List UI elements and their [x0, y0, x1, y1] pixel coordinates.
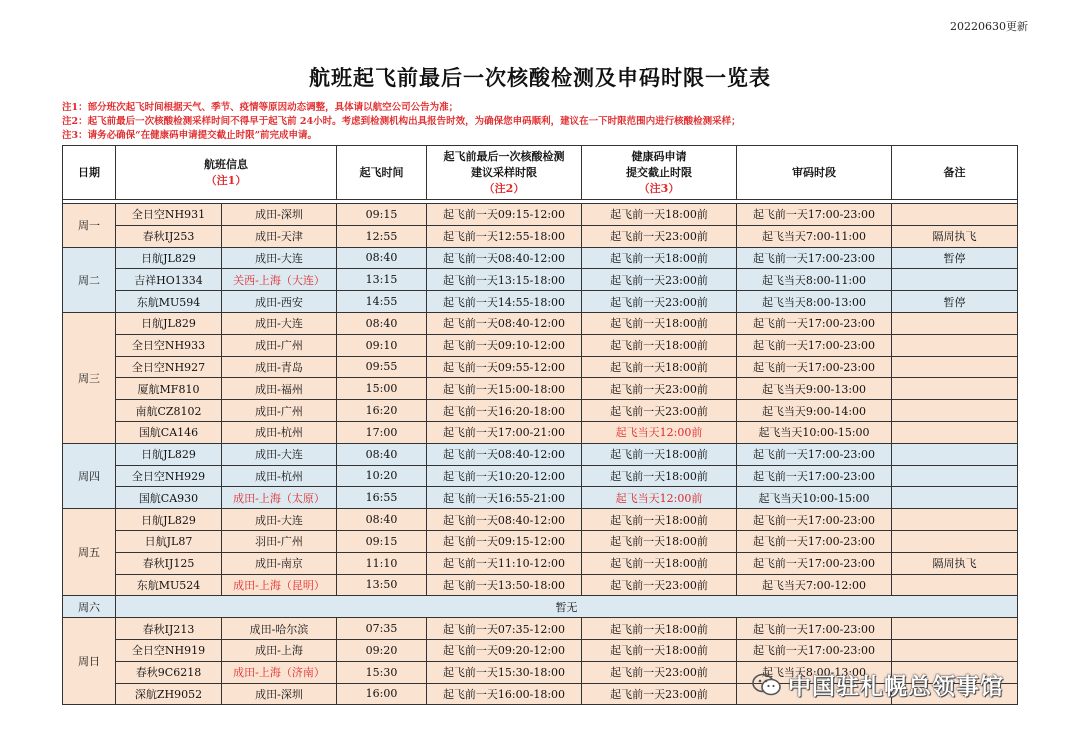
code-deadline-cell: 起飞前一天18:00前: [582, 443, 737, 465]
test-window-cell: 起飞前一天07:35-12:00: [427, 618, 582, 640]
review-period-cell: 起飞前一天17:00-23:00: [737, 639, 892, 661]
test-window-cell: 起飞前一天09:55-12:00: [427, 356, 582, 378]
day-cell: 周日: [63, 618, 116, 705]
review-period-cell: 起飞前一天17:00-23:00: [737, 204, 892, 226]
departure-cell: 09:55: [337, 356, 427, 378]
remark-cell: [892, 356, 1018, 378]
route-cell: 成田-大连: [222, 443, 337, 465]
table-row: [63, 443, 1018, 465]
review-period-cell: 起飞前一天17:00-23:00: [737, 334, 892, 356]
test-window-cell: 起飞前一天16:20-18:00: [427, 400, 582, 422]
header-departure: 起飞时间: [337, 146, 427, 200]
watermark-text: 中国驻札幌总领事馆: [788, 674, 1004, 700]
route-cell: 成田-广州: [222, 400, 337, 422]
test-window-cell: 起飞前一天13:15-18:00: [427, 269, 582, 291]
code-deadline-cell: 起飞前一天23:00前: [582, 661, 737, 683]
remark-cell: [892, 400, 1018, 422]
test-window-cell: 起飞前一天12:55-18:00: [427, 225, 582, 247]
review-period-cell: 起飞当天8:00-13:00: [737, 291, 892, 313]
code-deadline-cell: 起飞前一天18:00前: [582, 334, 737, 356]
route-cell: 成田-福州: [222, 378, 337, 400]
code-deadline-cell: 起飞当天12:00前: [582, 421, 737, 443]
route-cell: 成田-上海（太原）: [222, 487, 337, 509]
test-window-cell: 起飞前一天15:30-18:00: [427, 661, 582, 683]
flight-cell: 日航JL829: [116, 509, 222, 531]
remark-cell: 暂停: [892, 291, 1018, 313]
route-cell: 成田-深圳: [222, 683, 337, 705]
review-period-cell: 起飞前一天17:00-23:00: [737, 465, 892, 487]
route-cell: 成田-天津: [222, 225, 337, 247]
day-cell: 周六: [63, 596, 116, 618]
remark-cell: [892, 443, 1018, 465]
day-cell: 周二: [63, 247, 116, 312]
table-row: [63, 312, 1018, 334]
route-cell: 成田-杭州: [222, 421, 337, 443]
code-deadline-cell: 起飞前一天18:00前: [582, 247, 737, 269]
none-cell: 暂无: [116, 596, 1018, 618]
departure-cell: 08:40: [337, 509, 427, 531]
review-period-cell: 起飞前一天17:00-23:00: [737, 247, 892, 269]
watermark: [752, 668, 1004, 704]
route-cell: 成田-大连: [222, 247, 337, 269]
code-deadline-cell: 起飞前一天23:00前: [582, 400, 737, 422]
review-period-cell: 起飞当天9:00-13:00: [737, 378, 892, 400]
test-window-cell: 起飞前一天09:15-12:00: [427, 204, 582, 226]
remark-cell: [892, 334, 1018, 356]
wechat-icon: [752, 672, 782, 704]
test-window-cell: 起飞前一天10:20-12:00: [427, 465, 582, 487]
review-period-cell: 起飞前一天17:00-23:00: [737, 312, 892, 334]
header-test-line2: 建议采样时限: [471, 165, 537, 179]
code-deadline-cell: 起飞前一天23:00前: [582, 269, 737, 291]
header-flight-note: （注1）: [205, 173, 247, 187]
flight-cell: 全日空NH927: [116, 356, 222, 378]
route-cell: 成田-上海（昆明）: [222, 574, 337, 596]
departure-cell: 08:40: [337, 247, 427, 269]
route-cell: 关西-上海（大连）: [222, 269, 337, 291]
departure-cell: 16:00: [337, 683, 427, 705]
review-period-cell: 起飞当天7:00-12:00: [737, 574, 892, 596]
departure-cell: 17:00: [337, 421, 427, 443]
departure-cell: 10:20: [337, 465, 427, 487]
review-period-cell: 起飞当天9:00-14:00: [737, 400, 892, 422]
table-row: [63, 530, 1018, 552]
flight-cell: 全日空NH931: [116, 204, 222, 226]
table-row: [63, 247, 1018, 269]
review-period-cell: 起飞前一天17:00-23:00: [737, 509, 892, 531]
day-cell: 周一: [63, 204, 116, 248]
route-cell: 成田-哈尔滨: [222, 618, 337, 640]
test-window-cell: 起飞前一天15:00-18:00: [427, 378, 582, 400]
departure-cell: 08:40: [337, 312, 427, 334]
review-period-cell: 起飞当天10:00-15:00: [737, 421, 892, 443]
flight-cell: 春秋9C6218: [116, 661, 222, 683]
review-period-cell: 起飞前一天17:00-23:00: [737, 618, 892, 640]
departure-cell: 09:15: [337, 204, 427, 226]
code-deadline-cell: 起飞前一天23:00前: [582, 291, 737, 313]
flight-cell: 春秋IJ253: [116, 225, 222, 247]
header-code-note: （注3）: [638, 181, 680, 195]
header-flight: [116, 146, 337, 200]
route-cell: 成田-西安: [222, 291, 337, 313]
flight-cell: 东航MU524: [116, 574, 222, 596]
flight-cell: 南航CZ8102: [116, 400, 222, 422]
update-date: 20220630更新: [950, 20, 1028, 33]
flight-cell: 深航ZH9052: [116, 683, 222, 705]
code-deadline-cell: 起飞当天12:00前: [582, 487, 737, 509]
day-cell: 周四: [63, 443, 116, 508]
table-row: [63, 400, 1018, 422]
flight-cell: 国航CA930: [116, 487, 222, 509]
table-row: [63, 356, 1018, 378]
remark-cell: 暂停: [892, 247, 1018, 269]
departure-cell: 16:20: [337, 400, 427, 422]
table-row: [63, 421, 1018, 443]
test-window-cell: 起飞前一天08:40-12:00: [427, 247, 582, 269]
departure-cell: 09:20: [337, 639, 427, 661]
flight-cell: 日航JL829: [116, 247, 222, 269]
remark-cell: 隔周执飞: [892, 552, 1018, 574]
flight-cell: 日航JL87: [116, 530, 222, 552]
notes-block: [62, 101, 1022, 143]
table-row: [63, 487, 1018, 509]
review-period-cell: 起飞前一天17:00-23:00: [737, 443, 892, 465]
departure-cell: 15:30: [337, 661, 427, 683]
flight-cell: 日航JL829: [116, 443, 222, 465]
remark-cell: [892, 509, 1018, 531]
header-code-line1: 健康码申请: [631, 149, 687, 163]
test-window-cell: 起飞前一天09:20-12:00: [427, 639, 582, 661]
day-cell: 周三: [63, 312, 116, 443]
test-window-cell: 起飞前一天08:40-12:00: [427, 443, 582, 465]
table-row: [63, 291, 1018, 313]
table-row: [63, 204, 1018, 226]
code-deadline-cell: 起飞前一天18:00前: [582, 356, 737, 378]
remark-cell: [892, 574, 1018, 596]
test-window-cell: 起飞前一天11:10-12:00: [427, 552, 582, 574]
code-deadline-cell: 起飞前一天18:00前: [582, 552, 737, 574]
header-flight-label: 航班信息: [204, 157, 248, 171]
review-period-cell: 起飞当天8:00-13:00: [737, 661, 892, 683]
code-deadline-cell: 起飞前一天18:00前: [582, 312, 737, 334]
table-row: [63, 225, 1018, 247]
remark-cell: [892, 378, 1018, 400]
departure-cell: 16:55: [337, 487, 427, 509]
test-window-cell: 起飞前一天17:00-21:00: [427, 421, 582, 443]
review-period-cell: 起飞当天10:00-15:00: [737, 487, 892, 509]
table-body: [63, 204, 1018, 705]
test-window-cell: 起飞前一天14:55-18:00: [427, 291, 582, 313]
code-deadline-cell: 起飞前一天23:00前: [582, 225, 737, 247]
test-window-cell: 起飞前一天08:40-12:00: [427, 312, 582, 334]
code-deadline-cell: 起飞前一天23:00前: [582, 378, 737, 400]
header-test-note: （注2）: [483, 181, 525, 195]
remark-cell: [892, 639, 1018, 661]
route-cell: 羽田-广州: [222, 530, 337, 552]
departure-cell: 13:50: [337, 574, 427, 596]
code-deadline-cell: 起飞前一天23:00前: [582, 683, 737, 705]
departure-cell: 08:40: [337, 443, 427, 465]
departure-cell: 12:55: [337, 225, 427, 247]
route-cell: 成田-上海: [222, 639, 337, 661]
note-2: 注2：起飞前最后一次核酸检测采样时间不得早于起飞前 24小时。考虑到检测机构出具报告时效，为确保您申码顺利，建议在一下时限范围内进行核酸检测采样；: [62, 116, 741, 127]
review-period-cell: 起飞前一天17:00-23:00: [737, 552, 892, 574]
code-deadline-cell: 起飞前一天18:00前: [582, 530, 737, 552]
review-period-cell: 起飞当天7:00-11:00: [737, 225, 892, 247]
remark-cell: [892, 421, 1018, 443]
flight-cell: 国航CA146: [116, 421, 222, 443]
route-cell: 成田-深圳: [222, 204, 337, 226]
test-window-cell: 起飞前一天09:10-12:00: [427, 334, 582, 356]
note-3: 注3：请务必确保“在健康码申请提交截止时限”前完成申请。: [62, 130, 318, 141]
test-window-cell: 起飞前一天09:15-12:00: [427, 530, 582, 552]
table-row: [63, 509, 1018, 531]
table-row: [63, 552, 1018, 574]
table-row: [63, 269, 1018, 291]
table-row: [63, 465, 1018, 487]
table-row: [63, 334, 1018, 356]
flight-cell: 春秋IJ213: [116, 618, 222, 640]
code-deadline-cell: 起飞前一天18:00前: [582, 204, 737, 226]
departure-cell: 15:00: [337, 378, 427, 400]
remark-cell: [892, 204, 1018, 226]
remark-cell: [892, 487, 1018, 509]
flight-cell: 全日空NH919: [116, 639, 222, 661]
header-test-line1: 起飞前最后一次核酸检测: [443, 149, 565, 163]
test-window-cell: 起飞前一天16:55-21:00: [427, 487, 582, 509]
table-row: [63, 574, 1018, 596]
remark-cell: [892, 618, 1018, 640]
header-code-line2: 提交截止时限: [626, 165, 692, 179]
header-date: 日期: [63, 146, 116, 200]
remark-cell: [892, 269, 1018, 291]
code-deadline-cell: 起飞前一天18:00前: [582, 618, 737, 640]
departure-cell: 09:15: [337, 530, 427, 552]
header-period: 审码时段: [737, 146, 892, 200]
remark-cell: [892, 465, 1018, 487]
header-test: [427, 146, 582, 200]
code-deadline-cell: 起飞前一天23:00前: [582, 574, 737, 596]
route-cell: 成田-上海（济南）: [222, 661, 337, 683]
header-remark: 备注: [892, 146, 1018, 200]
remark-cell: [892, 312, 1018, 334]
flight-cell: 日航JL829: [116, 312, 222, 334]
table-row: [63, 378, 1018, 400]
departure-cell: 14:55: [337, 291, 427, 313]
table-row: [63, 618, 1018, 640]
remark-cell: 隔周执飞: [892, 225, 1018, 247]
flight-cell: 厦航MF810: [116, 378, 222, 400]
remark-cell: [892, 530, 1018, 552]
test-window-cell: 起飞前一天13:50-18:00: [427, 574, 582, 596]
departure-cell: 09:10: [337, 334, 427, 356]
route-cell: 成田-大连: [222, 509, 337, 531]
route-cell: 成田-南京: [222, 552, 337, 574]
test-window-cell: 起飞前一天08:40-12:00: [427, 509, 582, 531]
route-cell: 成田-杭州: [222, 465, 337, 487]
table-header: [63, 146, 1018, 200]
departure-cell: 13:15: [337, 269, 427, 291]
flight-table: [62, 145, 1018, 705]
test-window-cell: 起飞前一天16:00-18:00: [427, 683, 582, 705]
departure-cell: 11:10: [337, 552, 427, 574]
route-cell: 成田-青岛: [222, 356, 337, 378]
review-period-cell: 起飞前一天17:00-23:00: [737, 356, 892, 378]
review-period-cell: 起飞前一天17:00-23:00: [737, 530, 892, 552]
table-row: [63, 639, 1018, 661]
flight-cell: 全日空NH933: [116, 334, 222, 356]
code-deadline-cell: 起飞前一天18:00前: [582, 509, 737, 531]
flight-cell: 春秋IJ125: [116, 552, 222, 574]
departure-cell: 07:35: [337, 618, 427, 640]
page-title: 航班起飞前最后一次核酸检测及申码时限一览表: [309, 65, 771, 90]
table-row: [63, 596, 1018, 618]
flight-cell: 全日空NH929: [116, 465, 222, 487]
flight-cell: 东航MU594: [116, 291, 222, 313]
route-cell: 成田-大连: [222, 312, 337, 334]
code-deadline-cell: 起飞前一天18:00前: [582, 465, 737, 487]
route-cell: 成田-广州: [222, 334, 337, 356]
day-cell: 周五: [63, 509, 116, 596]
review-period-cell: 起飞当天8:00-11:00: [737, 269, 892, 291]
flight-cell: 吉祥HO1334: [116, 269, 222, 291]
note-1: 注1：部分班次起飞时间根据天气、季节、疫情等原因动态调整，具体请以航空公司公告为准；: [62, 102, 459, 113]
code-deadline-cell: 起飞前一天18:00前: [582, 639, 737, 661]
header-code: [582, 146, 737, 200]
